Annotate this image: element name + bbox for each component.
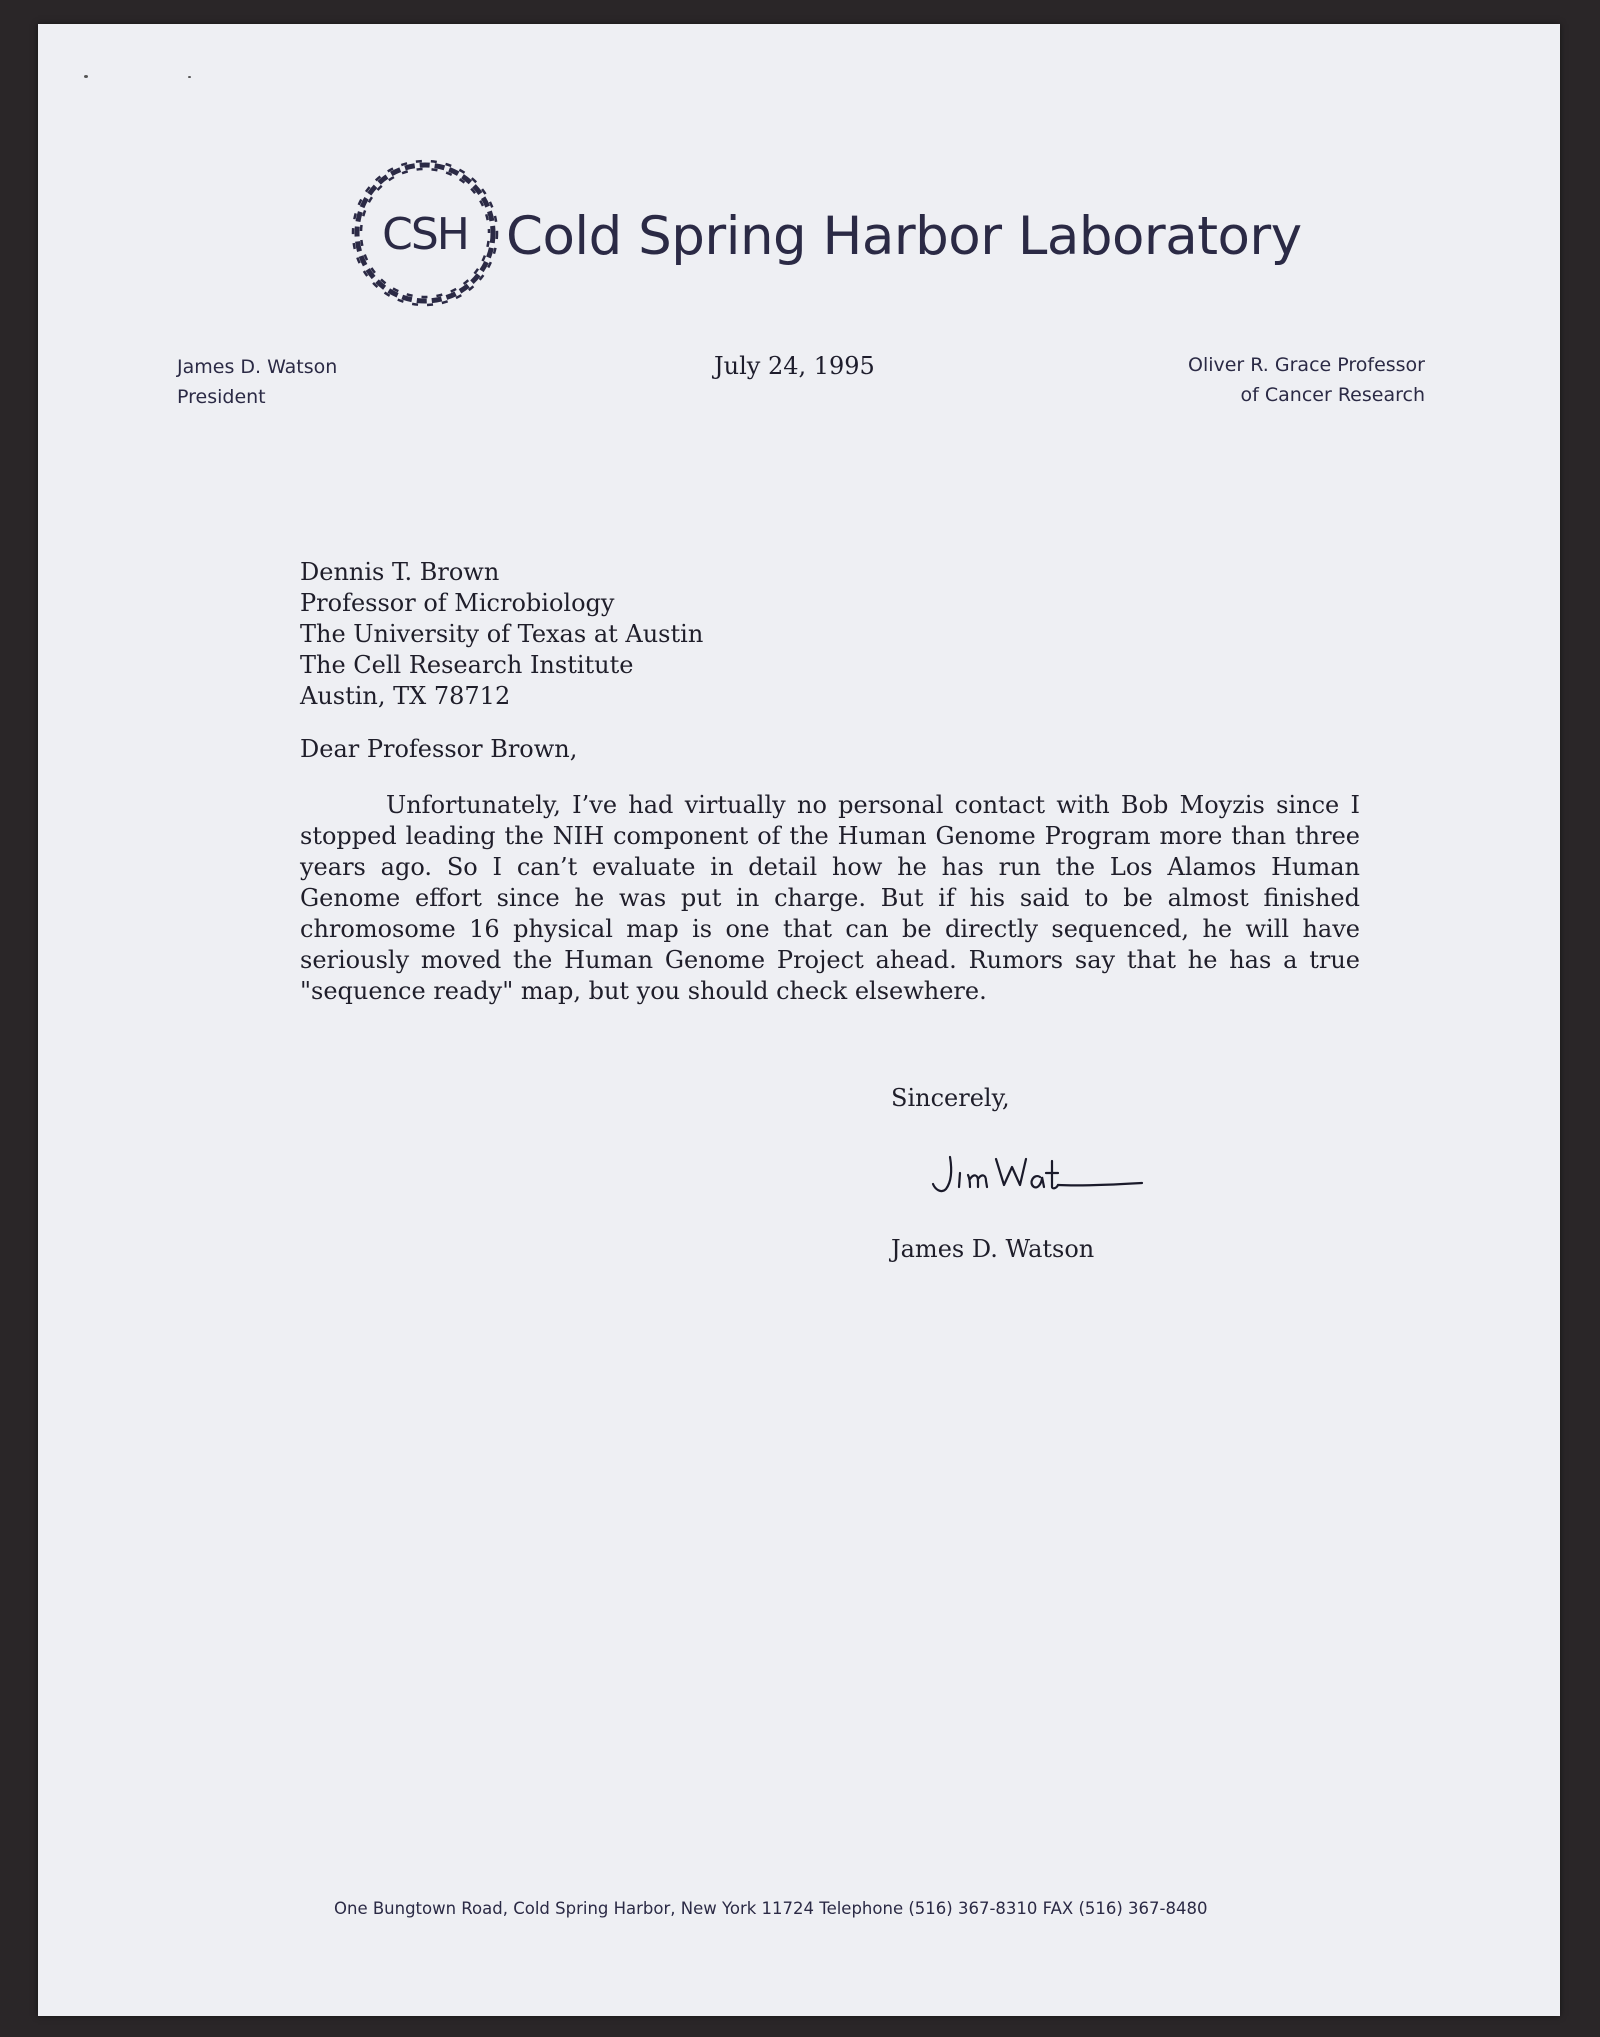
letterhead-left-block [177,352,337,412]
csh-logo [340,148,510,318]
letterhead-footer: One Bungtown Road, Cold Spring Harbor, New York 11724 Telephone (516) 367-8310 FAX (516) 367-8480 [334,1899,1208,1918]
letter-page [38,24,1560,2016]
letterhead-chair-line-1: Oliver R. Grace Professor [1187,354,1425,376]
salutation: Dear Professor Brown, [300,735,578,763]
letter-date: July 24, 1995 [714,352,875,380]
recipient-line: Dennis T. Brown [300,558,500,586]
letterhead-chair-line-2: of Cancer Research [1240,384,1425,406]
organization-name: Cold Spring Harbor Laboratory [506,206,1302,267]
closing: Sincerely, [891,1084,1010,1112]
letterhead-title: President [177,386,266,408]
paper-speck [84,75,88,78]
letterhead-right-block [1188,350,1425,410]
recipient-address [300,557,703,712]
body-paragraph: Unfortunately, I’ve had virtually no personal contact with Bob Moyzis since I stopped leading the NIH component of the Human Genome Program more than three years ago. So I can’t evaluate in detail how he has run the Los Alamos Human Genome effort since he was put in charge. But if his said to be almost finished chromosome 16 physical map is one that can be directly sequenced, he will have seriously moved the Human Genome Project ahead. Rumors say that he has a true "sequence ready" map, but you should check elsewhere. [300,791,1360,1005]
paper-speck [188,76,191,78]
recipient-line: The Cell Research Institute [300,651,634,679]
recipient-line: Austin, TX 78712 [300,682,511,710]
letterhead-name: James D. Watson [177,356,338,378]
signer-name: James D. Watson [891,1235,1095,1263]
handwritten-signature [928,1149,1148,1209]
logo-monogram: CSH [382,209,468,260]
recipient-line: The University of Texas at Austin [300,620,704,648]
recipient-line: Professor of Microbiology [300,589,615,617]
